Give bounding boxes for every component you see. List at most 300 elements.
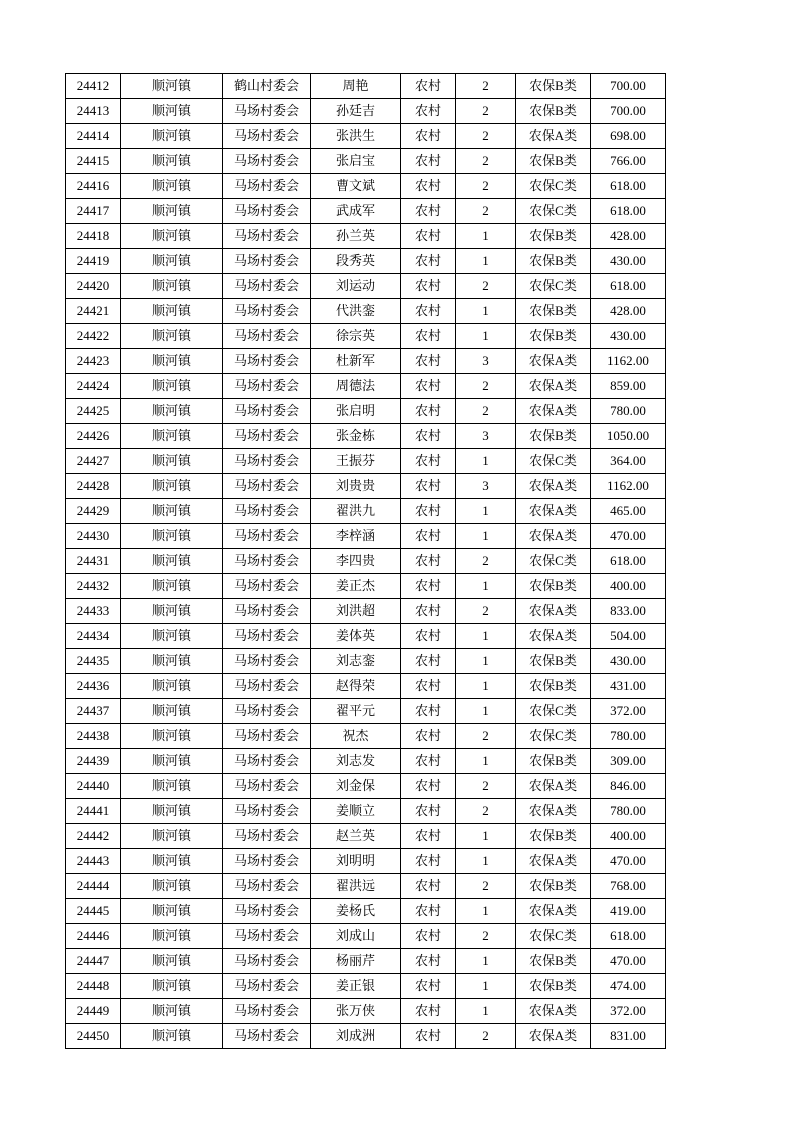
cell-type: 农村 [401, 924, 456, 949]
cell-count: 1 [456, 949, 516, 974]
cell-name: 王振芬 [311, 449, 401, 474]
cell-type: 农村 [401, 974, 456, 999]
cell-town: 顺河镇 [121, 799, 223, 824]
cell-village: 马场村委会 [223, 324, 311, 349]
table-row [66, 849, 666, 874]
cell-type: 农村 [401, 424, 456, 449]
cell-amount: 831.00 [591, 1024, 666, 1049]
cell-count: 1 [456, 699, 516, 724]
cell-category: 农保A类 [516, 624, 591, 649]
cell-name: 李四贵 [311, 549, 401, 574]
cell-type: 农村 [401, 724, 456, 749]
table-row [66, 399, 666, 424]
cell-name: 姜体英 [311, 624, 401, 649]
cell-id: 24428 [66, 474, 121, 499]
cell-amount: 372.00 [591, 699, 666, 724]
cell-type: 农村 [401, 849, 456, 874]
cell-amount: 470.00 [591, 949, 666, 974]
cell-village: 马场村委会 [223, 799, 311, 824]
cell-town: 顺河镇 [121, 99, 223, 124]
cell-amount: 1162.00 [591, 474, 666, 499]
cell-town: 顺河镇 [121, 299, 223, 324]
cell-type: 农村 [401, 749, 456, 774]
cell-amount: 1162.00 [591, 349, 666, 374]
cell-village: 马场村委会 [223, 199, 311, 224]
cell-id: 24439 [66, 749, 121, 774]
cell-name: 刘志銮 [311, 649, 401, 674]
cell-id: 24437 [66, 699, 121, 724]
cell-category: 农保B类 [516, 224, 591, 249]
cell-amount: 618.00 [591, 174, 666, 199]
cell-town: 顺河镇 [121, 699, 223, 724]
cell-id: 24427 [66, 449, 121, 474]
cell-count: 1 [456, 649, 516, 674]
cell-id: 24438 [66, 724, 121, 749]
cell-town: 顺河镇 [121, 974, 223, 999]
cell-town: 顺河镇 [121, 649, 223, 674]
cell-id: 24436 [66, 674, 121, 699]
table-row [66, 699, 666, 724]
cell-count: 2 [456, 149, 516, 174]
cell-village: 马场村委会 [223, 424, 311, 449]
table-row [66, 124, 666, 149]
table-row [66, 824, 666, 849]
cell-id: 24449 [66, 999, 121, 1024]
cell-amount: 430.00 [591, 249, 666, 274]
cell-village: 马场村委会 [223, 649, 311, 674]
cell-town: 顺河镇 [121, 599, 223, 624]
cell-amount: 780.00 [591, 799, 666, 824]
cell-name: 赵兰英 [311, 824, 401, 849]
cell-category: 农保C类 [516, 449, 591, 474]
cell-count: 1 [456, 849, 516, 874]
cell-category: 农保C类 [516, 274, 591, 299]
table-row [66, 924, 666, 949]
table-row [66, 324, 666, 349]
cell-type: 农村 [401, 699, 456, 724]
cell-town: 顺河镇 [121, 424, 223, 449]
cell-town: 顺河镇 [121, 449, 223, 474]
cell-type: 农村 [401, 474, 456, 499]
cell-village: 马场村委会 [223, 299, 311, 324]
table-row [66, 524, 666, 549]
cell-type: 农村 [401, 949, 456, 974]
cell-name: 翟洪九 [311, 499, 401, 524]
cell-town: 顺河镇 [121, 624, 223, 649]
table-row [66, 449, 666, 474]
cell-amount: 768.00 [591, 874, 666, 899]
cell-count: 2 [456, 199, 516, 224]
table-row [66, 999, 666, 1024]
cell-type: 农村 [401, 124, 456, 149]
cell-type: 农村 [401, 449, 456, 474]
cell-category: 农保B类 [516, 99, 591, 124]
cell-name: 刘金保 [311, 774, 401, 799]
cell-category: 农保A类 [516, 599, 591, 624]
cell-count: 1 [456, 449, 516, 474]
cell-category: 农保C类 [516, 724, 591, 749]
cell-village: 马场村委会 [223, 974, 311, 999]
cell-type: 农村 [401, 499, 456, 524]
cell-type: 农村 [401, 99, 456, 124]
cell-name: 翟洪远 [311, 874, 401, 899]
cell-id: 24443 [66, 849, 121, 874]
cell-count: 3 [456, 424, 516, 449]
cell-id: 24444 [66, 874, 121, 899]
cell-town: 顺河镇 [121, 549, 223, 574]
table-row [66, 374, 666, 399]
cell-amount: 780.00 [591, 724, 666, 749]
cell-id: 24431 [66, 549, 121, 574]
cell-category: 农保A类 [516, 399, 591, 424]
cell-name: 翟平元 [311, 699, 401, 724]
cell-type: 农村 [401, 274, 456, 299]
table-row [66, 274, 666, 299]
cell-count: 1 [456, 974, 516, 999]
cell-name: 赵得荣 [311, 674, 401, 699]
table-row [66, 1024, 666, 1049]
cell-category: 农保A类 [516, 349, 591, 374]
cell-town: 顺河镇 [121, 399, 223, 424]
cell-amount: 400.00 [591, 574, 666, 599]
cell-type: 农村 [401, 549, 456, 574]
cell-category: 农保A类 [516, 799, 591, 824]
cell-village: 马场村委会 [223, 599, 311, 624]
cell-count: 1 [456, 524, 516, 549]
cell-category: 农保B类 [516, 674, 591, 699]
cell-type: 农村 [401, 624, 456, 649]
cell-name: 刘成洲 [311, 1024, 401, 1049]
cell-id: 24420 [66, 274, 121, 299]
cell-village: 马场村委会 [223, 124, 311, 149]
cell-name: 代洪銮 [311, 299, 401, 324]
cell-town: 顺河镇 [121, 274, 223, 299]
table-row [66, 799, 666, 824]
cell-id: 24424 [66, 374, 121, 399]
cell-town: 顺河镇 [121, 874, 223, 899]
cell-type: 农村 [401, 224, 456, 249]
cell-id: 24435 [66, 649, 121, 674]
cell-village: 马场村委会 [223, 574, 311, 599]
cell-type: 农村 [401, 874, 456, 899]
table-row [66, 174, 666, 199]
cell-name: 张万侠 [311, 999, 401, 1024]
cell-type: 农村 [401, 674, 456, 699]
cell-town: 顺河镇 [121, 74, 223, 99]
cell-id: 24430 [66, 524, 121, 549]
cell-amount: 833.00 [591, 599, 666, 624]
cell-category: 农保A类 [516, 1024, 591, 1049]
cell-count: 2 [456, 599, 516, 624]
cell-id: 24416 [66, 174, 121, 199]
cell-category: 农保B类 [516, 824, 591, 849]
cell-id: 24441 [66, 799, 121, 824]
cell-category: 农保C类 [516, 699, 591, 724]
cell-village: 马场村委会 [223, 949, 311, 974]
cell-count: 1 [456, 224, 516, 249]
cell-name: 刘运动 [311, 274, 401, 299]
cell-count: 2 [456, 99, 516, 124]
cell-category: 农保B类 [516, 249, 591, 274]
table-row [66, 249, 666, 274]
cell-category: 农保B类 [516, 749, 591, 774]
cell-category: 农保C类 [516, 924, 591, 949]
cell-id: 24423 [66, 349, 121, 374]
cell-count: 2 [456, 399, 516, 424]
table-row [66, 74, 666, 99]
cell-village: 马场村委会 [223, 374, 311, 399]
cell-type: 农村 [401, 649, 456, 674]
cell-category: 农保A类 [516, 849, 591, 874]
cell-type: 农村 [401, 399, 456, 424]
table-row [66, 749, 666, 774]
cell-type: 农村 [401, 324, 456, 349]
cell-name: 刘志发 [311, 749, 401, 774]
cell-count: 1 [456, 749, 516, 774]
cell-id: 24432 [66, 574, 121, 599]
cell-name: 周德法 [311, 374, 401, 399]
cell-village: 鹤山村委会 [223, 74, 311, 99]
cell-type: 农村 [401, 374, 456, 399]
cell-village: 马场村委会 [223, 774, 311, 799]
cell-id: 24418 [66, 224, 121, 249]
cell-town: 顺河镇 [121, 174, 223, 199]
cell-type: 农村 [401, 249, 456, 274]
cell-name: 张启明 [311, 399, 401, 424]
cell-category: 农保B类 [516, 974, 591, 999]
cell-amount: 504.00 [591, 624, 666, 649]
cell-amount: 465.00 [591, 499, 666, 524]
cell-village: 马场村委会 [223, 549, 311, 574]
table-row [66, 574, 666, 599]
cell-category: 农保B类 [516, 74, 591, 99]
cell-type: 农村 [401, 349, 456, 374]
cell-town: 顺河镇 [121, 524, 223, 549]
cell-category: 农保B类 [516, 324, 591, 349]
cell-type: 农村 [401, 774, 456, 799]
cell-type: 农村 [401, 899, 456, 924]
cell-count: 2 [456, 124, 516, 149]
cell-name: 姜正杰 [311, 574, 401, 599]
cell-village: 马场村委会 [223, 749, 311, 774]
cell-name: 祝杰 [311, 724, 401, 749]
cell-amount: 1050.00 [591, 424, 666, 449]
table-row [66, 949, 666, 974]
cell-category: 农保C类 [516, 549, 591, 574]
pension-data-table [65, 73, 666, 1049]
cell-town: 顺河镇 [121, 849, 223, 874]
cell-category: 农保B类 [516, 574, 591, 599]
cell-town: 顺河镇 [121, 949, 223, 974]
cell-amount: 618.00 [591, 549, 666, 574]
cell-town: 顺河镇 [121, 924, 223, 949]
cell-count: 1 [456, 324, 516, 349]
cell-name: 杨丽芹 [311, 949, 401, 974]
cell-town: 顺河镇 [121, 774, 223, 799]
cell-name: 孙廷吉 [311, 99, 401, 124]
cell-name: 姜杨氏 [311, 899, 401, 924]
cell-type: 农村 [401, 149, 456, 174]
cell-village: 马场村委会 [223, 624, 311, 649]
cell-count: 1 [456, 624, 516, 649]
cell-amount: 474.00 [591, 974, 666, 999]
cell-id: 24422 [66, 324, 121, 349]
cell-id: 24446 [66, 924, 121, 949]
cell-town: 顺河镇 [121, 724, 223, 749]
cell-village: 马场村委会 [223, 1024, 311, 1049]
cell-id: 24421 [66, 299, 121, 324]
cell-type: 农村 [401, 799, 456, 824]
table-row [66, 499, 666, 524]
cell-amount: 372.00 [591, 999, 666, 1024]
cell-id: 24412 [66, 74, 121, 99]
cell-town: 顺河镇 [121, 124, 223, 149]
cell-type: 农村 [401, 299, 456, 324]
table-row [66, 599, 666, 624]
cell-count: 1 [456, 899, 516, 924]
cell-village: 马场村委会 [223, 399, 311, 424]
cell-village: 马场村委会 [223, 274, 311, 299]
cell-id: 24425 [66, 399, 121, 424]
cell-type: 农村 [401, 174, 456, 199]
cell-category: 农保A类 [516, 524, 591, 549]
table-row [66, 224, 666, 249]
cell-town: 顺河镇 [121, 149, 223, 174]
cell-name: 武成军 [311, 199, 401, 224]
cell-village: 马场村委会 [223, 899, 311, 924]
cell-amount: 780.00 [591, 399, 666, 424]
cell-village: 马场村委会 [223, 524, 311, 549]
cell-id: 24445 [66, 899, 121, 924]
cell-count: 2 [456, 549, 516, 574]
cell-id: 24450 [66, 1024, 121, 1049]
table-row [66, 874, 666, 899]
cell-count: 1 [456, 249, 516, 274]
cell-town: 顺河镇 [121, 1024, 223, 1049]
cell-amount: 618.00 [591, 924, 666, 949]
cell-count: 3 [456, 349, 516, 374]
cell-town: 顺河镇 [121, 749, 223, 774]
cell-count: 2 [456, 174, 516, 199]
cell-count: 2 [456, 924, 516, 949]
cell-count: 1 [456, 499, 516, 524]
cell-type: 农村 [401, 574, 456, 599]
cell-village: 马场村委会 [223, 249, 311, 274]
cell-category: 农保B类 [516, 874, 591, 899]
cell-count: 2 [456, 1024, 516, 1049]
cell-name: 段秀英 [311, 249, 401, 274]
cell-village: 马场村委会 [223, 174, 311, 199]
cell-amount: 309.00 [591, 749, 666, 774]
cell-amount: 470.00 [591, 524, 666, 549]
cell-type: 农村 [401, 1024, 456, 1049]
cell-id: 24440 [66, 774, 121, 799]
table-row [66, 199, 666, 224]
cell-amount: 428.00 [591, 224, 666, 249]
cell-village: 马场村委会 [223, 999, 311, 1024]
cell-village: 马场村委会 [223, 349, 311, 374]
cell-town: 顺河镇 [121, 324, 223, 349]
table-row [66, 349, 666, 374]
cell-type: 农村 [401, 199, 456, 224]
cell-id: 24413 [66, 99, 121, 124]
cell-category: 农保C类 [516, 199, 591, 224]
cell-name: 李梓涵 [311, 524, 401, 549]
cell-village: 马场村委会 [223, 699, 311, 724]
cell-village: 马场村委会 [223, 474, 311, 499]
cell-town: 顺河镇 [121, 249, 223, 274]
cell-village: 马场村委会 [223, 149, 311, 174]
cell-amount: 431.00 [591, 674, 666, 699]
cell-id: 24414 [66, 124, 121, 149]
cell-type: 农村 [401, 824, 456, 849]
cell-category: 农保A类 [516, 474, 591, 499]
table-row [66, 424, 666, 449]
cell-amount: 846.00 [591, 774, 666, 799]
cell-name: 刘洪超 [311, 599, 401, 624]
table-row [66, 974, 666, 999]
cell-id: 24419 [66, 249, 121, 274]
cell-category: 农保B类 [516, 149, 591, 174]
cell-count: 1 [456, 674, 516, 699]
cell-village: 马场村委会 [223, 224, 311, 249]
cell-category: 农保A类 [516, 124, 591, 149]
table-row [66, 674, 666, 699]
cell-type: 农村 [401, 524, 456, 549]
cell-category: 农保C类 [516, 174, 591, 199]
cell-category: 农保A类 [516, 899, 591, 924]
cell-village: 马场村委会 [223, 724, 311, 749]
cell-amount: 859.00 [591, 374, 666, 399]
cell-category: 农保A类 [516, 774, 591, 799]
cell-count: 2 [456, 774, 516, 799]
cell-name: 刘明明 [311, 849, 401, 874]
cell-village: 马场村委会 [223, 849, 311, 874]
cell-town: 顺河镇 [121, 199, 223, 224]
cell-name: 张金栋 [311, 424, 401, 449]
cell-count: 2 [456, 874, 516, 899]
cell-count: 2 [456, 799, 516, 824]
cell-count: 1 [456, 299, 516, 324]
table-row [66, 724, 666, 749]
cell-town: 顺河镇 [121, 499, 223, 524]
cell-count: 2 [456, 74, 516, 99]
cell-category: 农保A类 [516, 499, 591, 524]
cell-amount: 700.00 [591, 99, 666, 124]
cell-id: 24442 [66, 824, 121, 849]
cell-id: 24447 [66, 949, 121, 974]
cell-name: 刘贵贵 [311, 474, 401, 499]
cell-town: 顺河镇 [121, 374, 223, 399]
table-row [66, 774, 666, 799]
cell-town: 顺河镇 [121, 574, 223, 599]
cell-amount: 430.00 [591, 324, 666, 349]
cell-id: 24426 [66, 424, 121, 449]
cell-name: 张启宝 [311, 149, 401, 174]
cell-name: 张洪生 [311, 124, 401, 149]
cell-type: 农村 [401, 999, 456, 1024]
cell-count: 3 [456, 474, 516, 499]
cell-name: 姜正银 [311, 974, 401, 999]
cell-amount: 470.00 [591, 849, 666, 874]
cell-amount: 700.00 [591, 74, 666, 99]
cell-town: 顺河镇 [121, 899, 223, 924]
cell-id: 24448 [66, 974, 121, 999]
cell-town: 顺河镇 [121, 824, 223, 849]
cell-village: 马场村委会 [223, 449, 311, 474]
cell-amount: 419.00 [591, 899, 666, 924]
cell-amount: 698.00 [591, 124, 666, 149]
